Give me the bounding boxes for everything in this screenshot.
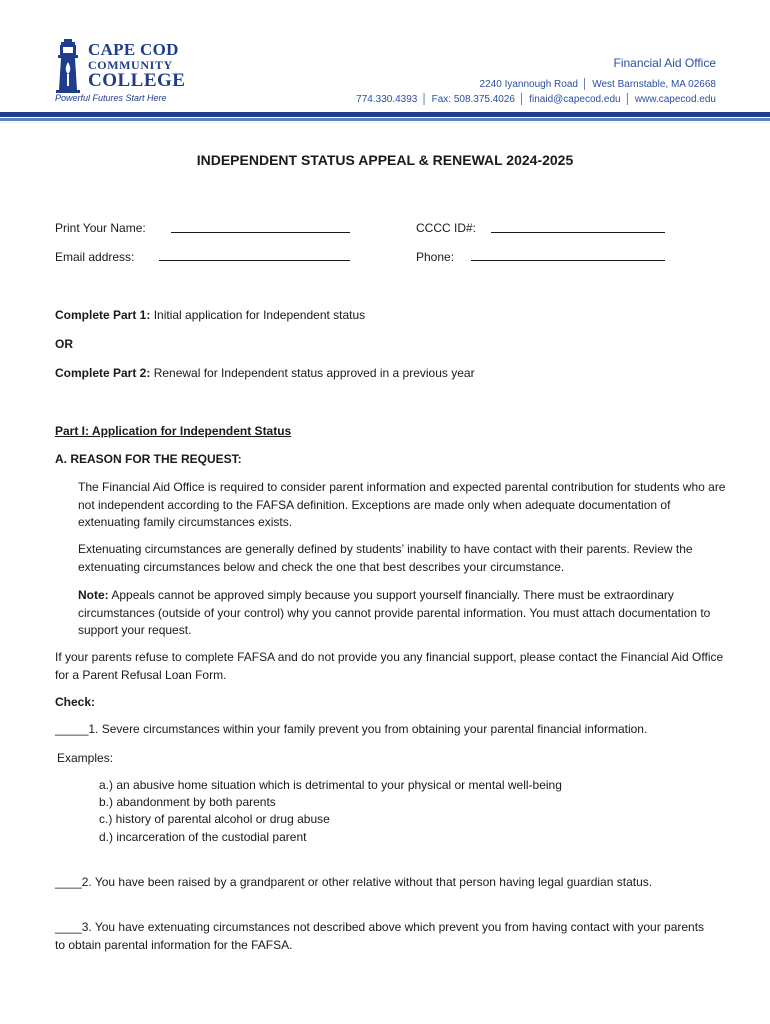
section-heading: Part I: Application for Independent Status bbox=[55, 424, 292, 438]
address-line: 2240 Iyannough Road │ West Barnstable, MA 02668 bbox=[479, 79, 716, 90]
name-field[interactable] bbox=[171, 232, 350, 233]
example-c: c.) history of parental alcohol or drug abuse bbox=[99, 812, 330, 826]
refusal-paragraph: If your parents refuse to complete FAFSA and do not provide you any financial support, please contact the Financial Aid Office for a Parent Refusal Loan Form. bbox=[55, 650, 724, 682]
phone-label: Phone: bbox=[416, 250, 455, 264]
example-a: a.) an abusive home situation which is detrimental to your physical or mental well-being bbox=[99, 778, 562, 792]
fax-number: Fax: 508.375.4026 bbox=[431, 94, 515, 105]
logo-wordmark: CAPE COD COMMUNITY COLLEGE bbox=[88, 40, 186, 91]
or-separator: OR bbox=[55, 337, 73, 351]
page-title: INDEPENDENT STATUS APPEAL & RENEWAL 2024-2025 bbox=[196, 152, 574, 168]
id-field[interactable] bbox=[491, 232, 665, 233]
phone-field[interactable] bbox=[471, 260, 665, 261]
logo-tagline: Powerful Futures Start Here bbox=[55, 93, 167, 103]
city-address: West Barnstable, MA 02668 bbox=[592, 79, 716, 90]
check-label: Check: bbox=[55, 695, 96, 709]
check-item-3[interactable]: ____3. You have extenuating circumstances not described above which prevent you from having contact with your parents to obtain parental information for the FAFSA. bbox=[55, 920, 705, 952]
section-subheading: A. REASON FOR THE REQUEST: bbox=[55, 452, 242, 466]
college-logo[interactable] bbox=[55, 38, 185, 104]
header-divider-accent bbox=[0, 118, 770, 121]
reason-paragraph: The Financial Aid Office is required to consider parent information and expected parental contribution for students who are not independent according to the FAFSA definition. Exceptions are made only when adequate documentation of extenuating family circumstances exists. bbox=[78, 480, 726, 529]
header-divider bbox=[0, 112, 770, 117]
circumstances-paragraph: Extenuating circumstances are generally defined by students’ inability to have contact with their parents. Review the extenuating circumstances below and check the one that best describes your circumstance. bbox=[78, 542, 693, 574]
contact-line: 774.330.4393 │ Fax: 508.375.4026 │ finaid@capecod.edu │ www.capecod.edu bbox=[356, 94, 716, 105]
part1-instruction: Complete Part 1: Initial application for Independent status bbox=[55, 308, 366, 322]
phone-number: 774.330.4393 bbox=[356, 94, 418, 105]
email-field[interactable] bbox=[159, 260, 350, 261]
examples-label: Examples: bbox=[57, 751, 114, 765]
email-label: Email address: bbox=[55, 250, 135, 264]
check-item-2[interactable]: ____2. You have been raised by a grandparent or other relative without that person having legal guardian status. bbox=[55, 875, 653, 889]
example-b: b.) abandonment by both parents bbox=[99, 795, 276, 809]
office-name: Financial Aid Office bbox=[613, 56, 716, 70]
name-label: Print Your Name: bbox=[55, 221, 146, 235]
street-address: 2240 Iyannough Road bbox=[479, 79, 578, 90]
email-link[interactable]: finaid@capecod.edu bbox=[529, 94, 621, 105]
note-paragraph: Note: Appeals cannot be approved simply because you support yourself financially. There must be extraordinary circumstances (outside of your control) why you cannot provide parental information. You must attach documentation to support your request. bbox=[78, 588, 711, 637]
website-link[interactable]: www.capecod.edu bbox=[634, 94, 716, 105]
check-item-1[interactable]: _____1. Severe circumstances within your family prevent you from obtaining your parental financial information. bbox=[55, 722, 648, 736]
part2-instruction: Complete Part 2: Renewal for Independent status approved in a previous year bbox=[55, 366, 475, 380]
lighthouse-icon bbox=[55, 38, 81, 94]
example-d: d.) incarceration of the custodial parent bbox=[99, 830, 307, 844]
letterhead bbox=[0, 0, 770, 125]
id-label: CCCC ID#: bbox=[416, 221, 477, 235]
